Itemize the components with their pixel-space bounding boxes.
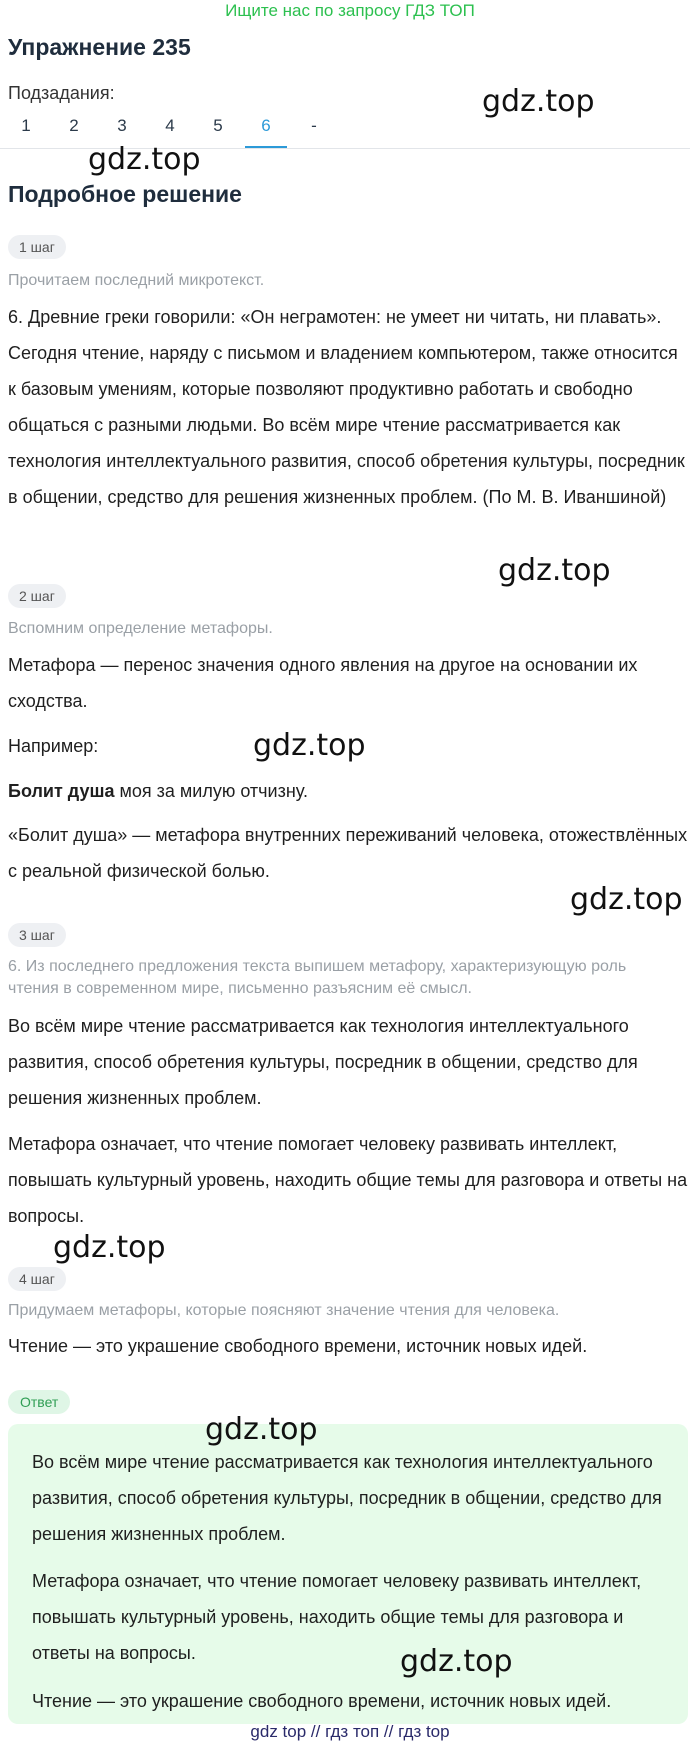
watermark: gdz.top <box>570 882 683 917</box>
step-hint: 6. Из последнего предложения текста выпишем метафору, характеризующую роль чтения в современном мире, письменно разъясним её смысл. <box>8 958 627 997</box>
step-badge: 4 шаг <box>8 1267 66 1291</box>
step-text: «Болит душа» — метафора внутренних переживаний человека, отожествлённых с реальной физической болью. <box>8 825 688 881</box>
watermark: gdz.top <box>53 1230 166 1265</box>
answer-text: Чтение — это украшение свободного времени, источник новых идей. <box>32 1691 612 1711</box>
tab-more[interactable]: - <box>311 116 317 135</box>
tab-2[interactable]: 2 <box>69 116 79 135</box>
step-hint: Вспомним определение метафоры. <box>8 620 273 637</box>
subtasks-label: Подзадания: <box>8 83 115 103</box>
watermark: gdz.top <box>482 84 595 119</box>
answer-text: Во всём мире чтение рассматривается как технология интеллектуального развития, способ обретения культуры, посредник в общении, средство для решения жизненных проблем. <box>32 1452 662 1544</box>
step-text: Например: <box>8 736 99 756</box>
answer-text: Метафора означает, что чтение помогает человеку развивать интеллект, повышать культурный уровень, находить общие темы для разговора и ответы на вопросы. <box>32 1571 642 1663</box>
step-badge: 1 шаг <box>8 235 66 259</box>
tab-4[interactable]: 4 <box>165 116 175 135</box>
exercise-title: Упражнение 235 <box>8 34 191 60</box>
top-banner: Ищите нас по запросу ГДЗ ТОП <box>225 1 475 20</box>
tab-1[interactable]: 1 <box>21 116 31 135</box>
step-badge: 2 шаг <box>8 584 66 608</box>
tab-3[interactable]: 3 <box>117 116 127 135</box>
footer-links[interactable]: gdz top // гдз топ // гдз top <box>250 1722 450 1741</box>
example-bold: Болит душа <box>8 781 115 801</box>
section-title: Подробное решение <box>8 181 242 207</box>
step-hint: Придумаем метафоры, которые поясняют значение чтения для человека. <box>8 1302 560 1319</box>
example-rest: моя за милую отчизну. <box>114 781 309 801</box>
step-text: Метафора означает, что чтение помогает человеку развивать интеллект, повышать культурный уровень, находить общие темы для разговора и ответы на вопросы. <box>8 1134 688 1226</box>
watermark: gdz.top <box>400 1644 513 1679</box>
tab-6[interactable]: 6 <box>245 108 287 148</box>
step-text: Метафора — перенос значения одного явления на другое на основании их сходства. <box>8 655 638 711</box>
answer-badge: Ответ <box>8 1390 70 1414</box>
step-text: Во всём мире чтение рассматривается как технология интеллектуального развития, способ обретения культуры, посредник в общении, средство для решения жизненных проблем. <box>8 1016 638 1108</box>
step-text: 6. Древние греки говорили: «Он неграмотен: не умеет ни читать, ни плавать». Сегодня чтение, наряду с письмом и владением компьютером, также относится к базовым умениям, которые позволяют продуктивно работать и свободно общаться с разными людьми. Во всём мире чтение рассматривается как технология интеллектуального развития, способ обретения культуры, посредник в общении, средство для решения жизненных проблем. (По М. В. Иваншиной) <box>8 307 685 507</box>
step-badge: 3 шаг <box>8 923 66 947</box>
answer-box <box>8 1424 688 1724</box>
step-text: Чтение — это украшение свободного времени, источник новых идей. <box>8 1336 588 1356</box>
watermark: gdz.top <box>253 728 366 763</box>
watermark: gdz.top <box>88 142 201 177</box>
example-line <box>8 773 688 809</box>
step-hint: Прочитаем последний микротекст. <box>8 272 265 289</box>
watermark: gdz.top <box>205 1412 318 1447</box>
watermark: gdz.top <box>498 553 611 588</box>
tab-5[interactable]: 5 <box>213 116 223 135</box>
